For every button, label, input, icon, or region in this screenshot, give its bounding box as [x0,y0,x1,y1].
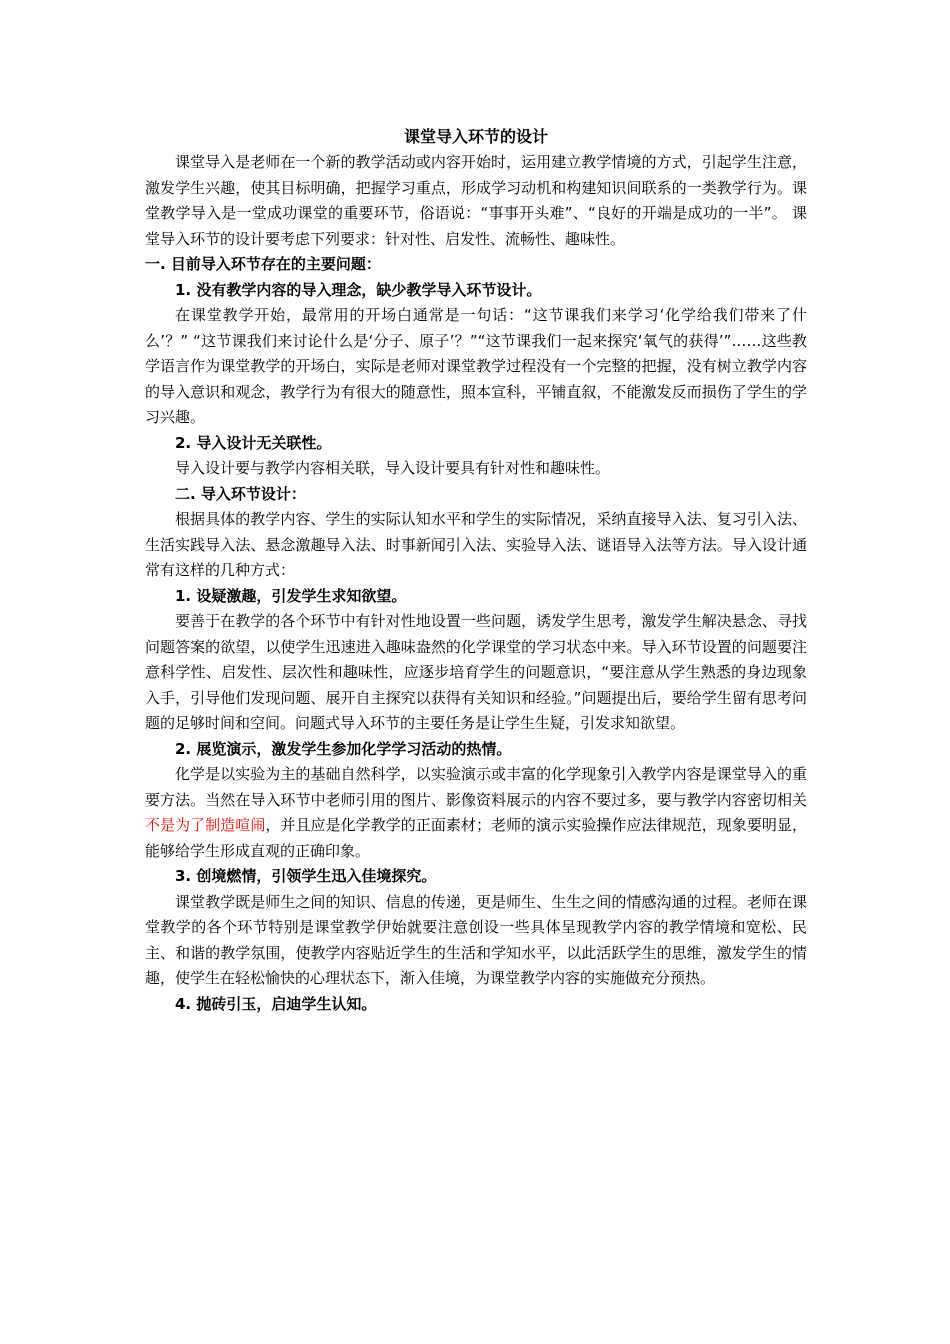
section1-heading: 一. 目前导入环节存在的主要问题： [145,255,381,273]
section2-item2-heading: 2. 展览演示，激发学生参加化学学习活动的热情。 [175,739,512,758]
section1-item1-text: 在课堂教学开始，最常用的开场白通常是一句话：“这节课我们来学习‘化学给我们带来了什么’？” “这节课我们来讨论什么是‘分子、原子’？”“这节课我们一起来探究‘氧气的获得’”……这些教学语言作为课堂教学的开场白，实际是老师对课堂教学过程没有一个完整的把握，没有树立教学内容的导入意识和观念，教学行为有很大的随意性，照本宣科，平铺直叙，不能激发反而损伤了学生的学习兴趣。 [145,306,807,426]
highlighted-text: 不是为了制造喧闹 [145,816,266,834]
section2-item2-text-a: 化学是以实验为主的基础自然科学，以实验演示或丰富的化学现象引入教学内容是课堂导入的重要方法。当然在导入环节中老师引用的图片、影像资料展示的内容不要过多，要与教学内容密切相关 [145,765,807,809]
section2-item2-text-b: ，并且应是化学教学的正面素材；老师的演示实验操作应法律规范，现象要明显，能够给学生形成直观的正确印象。 [145,816,807,860]
section2-intro: 根据具体的教学内容、学生的实际认知水平和学生的实际情况，采纳直接导入法、复习引入法、生活实践导入法、悬念激趣导入法、时事新闻引入法、实验导入法、谜语导入法等方法。导入设计通常有这样的几种方式： [145,510,807,579]
intro-paragraph: 课堂导入是老师在一个新的教学活动或内容开始时，运用建立教学情境的方式，引起学生注意，激发学生兴趣，使其目标明确，把握学习重点，形成学习动机和构建知识间联系的一类教学行为。课堂教学导入是一堂成功课堂的重要环节，俗语说：“事事开头难”、“良好的开端是成功的一半”。 课堂导入环节的设计要考虑下列要求：针对性、启发性、流畅性、趣味性。 [145,153,807,248]
document-page [145,124,807,1017]
section1-item2-text: 导入设计要与教学内容相关联，导入设计要具有针对性和趣味性。 [175,459,611,477]
document-title: 课堂导入环节的设计 [403,127,548,146]
section1-item2-heading: 2. 导入设计无关联性。 [175,433,332,452]
section2-item1-heading: 1. 设疑激趣，引发学生求知欲望。 [175,586,407,605]
section2-item2-text [145,762,807,864]
section2-item1-text: 要善于在教学的各个环节中有针对性地设置一些问题，诱发学生思考，激发学生解决悬念、寻找问题答案的欲望，以使学生迅速进入趣味盎然的化学课堂的学习状态中来。导入环节设置的问题要注意科学性、启发性、层次性和趣味性，应逐步培育学生的问题意识，“要注意从学生熟悉的身边现象入手，引导他们发现问题、展开自主探究以获得有关知识和经验。”问题提出后，要给学生留有思考问题的足够时间和空间。问题式导入环节的主要任务是让学生生疑，引发求知欲望。 [145,612,807,732]
section2-heading: 二. 导入环节设计： [175,484,306,503]
section2-item3-text: 课堂教学既是师生之间的知识、信息的传递，更是师生、生生之间的情感沟通的过程。老师在课堂教学的各个环节特别是课堂教学伊始就要注意创设一些具体呈现教学内容的教学情境和宽松、民主、和谐的教学氛围，使教学内容贴近学生的生活和学知水平，以此活跃学生的思维，激发学生的情趣，使学生在轻松愉快的心理状态下，渐入佳境，为课堂教学内容的实施做充分预热。 [145,892,807,987]
section2-item3-heading: 3. 创境燃情，引领学生迅入佳境探究。 [175,867,437,885]
section1-item1-heading: 1. 没有教学内容的导入理念，缺少教学导入环节设计。 [175,280,542,299]
section2-item4-heading: 4. 抛砖引玉，启迪学生认知。 [175,994,377,1013]
